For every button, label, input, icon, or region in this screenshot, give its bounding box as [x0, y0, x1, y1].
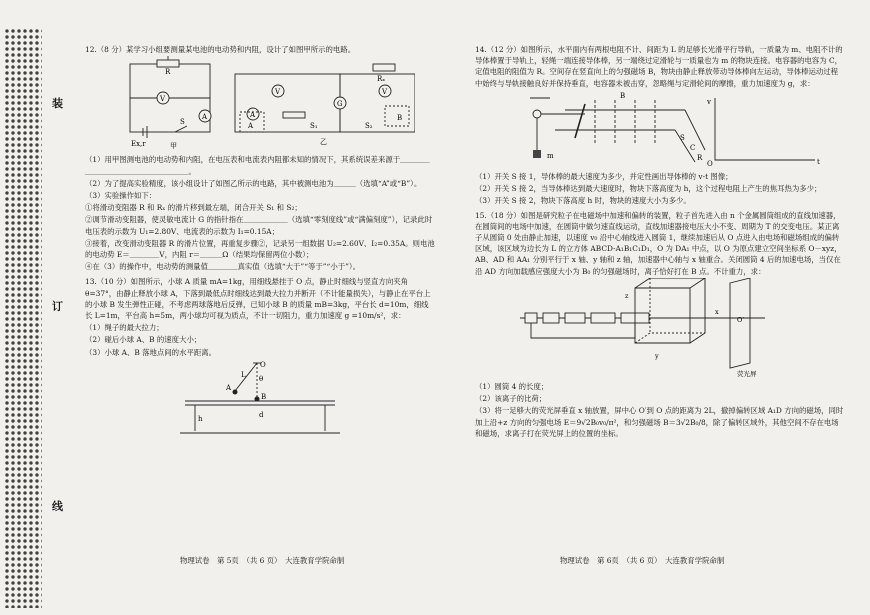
- q14-fig-S: S: [680, 133, 685, 142]
- q12-fig-S: S: [180, 118, 185, 127]
- q13-part1: （1）绳子的最大拉力；: [85, 323, 164, 333]
- q12-fig-V2: V: [275, 88, 281, 97]
- q12-fig-yi: 乙: [320, 138, 327, 147]
- q14-rail-figure: [475, 90, 835, 168]
- q14-stem: 14.（12 分）如图所示，水平面内有两根电阻不计、间距为 L 的足够长光滑平行导轨，一质量为 m、电阻不计的导体棒置于导轨上，轻绳一端连接导体棒，另一端绕过定滑轮与一质量也为 m 的物块连接。电容器的电容为 C，定值电阻的阻值为 R。空间存在竖直向上的匀强磁场 B，物块由静止释放带动导体棒向左运动，导体棒运动过程中始终与导轨接触良好并保持垂直，电容器未被击穿，忽略绳与定滑轮间的摩擦，重力加速度为 g，求：: [475, 45, 843, 88]
- q14-fig-t: t: [817, 157, 820, 166]
- binding-pattern: [4, 28, 42, 608]
- q12-fig-G: G: [337, 100, 343, 109]
- q14-part3: （3）开关 S 接 2，物块下落高度 h 时，物块的速度大小为多少。: [475, 196, 691, 206]
- q12-fig-jia: 甲: [170, 142, 177, 151]
- binding-label-bottom: 线: [52, 500, 63, 513]
- q13-fig-d: d: [259, 410, 264, 419]
- q13-fig-theta: θ: [259, 374, 264, 383]
- q12-step4: ④在（3）的操作中，电动势的测量值＿＿＿＿真实值（选填“大于”“等于”“小于”）。: [85, 262, 360, 272]
- binding-label-top: 装: [52, 97, 63, 110]
- q15-stem: 15.（18 分）如图是研究粒子在电磁场中加速和偏转的装置，粒子首先进入由 n 个金属圆筒组成的直线加速器，在圆筒间的电场中加速，在圆筒中做匀速直线运动，直线加速器接电压大小不变、周期为 T 的交变电压。某正离子从圆筒 0 处由静止加速，以速度 v₀ 沿中心轴线进入圆筒 1，继续加速后从 O 点进入由电场和磁场组成的偏转区域，该区域为边长为 L 的立方体 ABCD-A₁B₁C₁D₁，O 为 DA₁ 中点，以 O 为原点建立空间坐标系 O－xyz，AB、AD 和 AA₁ 分别平行于 x 轴、y 轴和 z 轴，加速器中心轴与 x 轴重合。关闭圆筒 4 后的加速电场，当仅在沿 AD 方向加载感应强度大小为 B₀ 的匀强磁场时，离子恰好打在 B 点。不计重力，求：: [475, 210, 842, 276]
- q12-fig-boxB: B: [397, 114, 403, 123]
- q12-fig-Ex: Ex,r: [131, 140, 146, 149]
- q14-fig-m: m: [547, 151, 554, 160]
- footer-page6: 物理试卷 第 6页 （共 6 页） 大连教育学院命制: [560, 556, 725, 565]
- q12-circuit-figure: [85, 56, 415, 151]
- q14-fig-R: R: [697, 153, 703, 162]
- q14-fig-v: v: [707, 97, 711, 106]
- q13-part3: （3）小球 A、B 落地点间的水平距离。: [85, 347, 217, 357]
- q14-part1: （1）开关 S 接 1，导体棒的最大速度为多少，并定性画出导体棒的 v-t 图像；: [475, 172, 733, 182]
- q12-part1: （1）用甲图测电池的电动势和内阻，在电压表和电流表内阻都未知的情况下，其系统误差来源于＿＿＿＿＿＿＿＿＿＿＿＿＿＿＿＿＿＿。: [85, 155, 430, 176]
- q15-part2: （2）该离子的比荷；: [475, 394, 547, 404]
- q13-fig-h: h: [198, 414, 203, 423]
- q15-part1: （1）圆筒 4 的长度；: [475, 382, 549, 392]
- q12-fig-V3: V: [382, 88, 388, 97]
- q14-part2: （2）开关 S 接 2，当导体棒达到最大速度时，物块下落高度为 h，这个过程电阻上产生的焦耳热为多少；: [475, 184, 822, 194]
- q13-fig-O: O: [260, 360, 266, 369]
- q12-step3: ③接着，改变滑动变阻器 R 的滑片位置，再重复步骤②，记录另一组数据 U₂=2.60V、I₂=0.35A。则电池的电动势 E＝＿＿＿＿V，内阻 r＝＿＿＿Ω（结果均保留两位小数）；: [85, 238, 435, 260]
- q12-fig-boxA: A: [248, 122, 254, 131]
- q15-accelerator-figure: [475, 278, 835, 378]
- footer-page5: 物理试卷 第 5页 （共 6 页） 大连教育学院命制: [180, 556, 345, 565]
- q12-fig-V: V: [160, 95, 166, 104]
- q12-part2: （2）为了提高实验精度，该小组设计了如图乙所示的电路，其中被测电池为＿＿＿（选填“A”或“B”）。: [85, 178, 422, 188]
- q12-fig-A: A: [202, 113, 208, 122]
- q12-fig-R: R: [165, 68, 171, 77]
- q14-fig-O: O: [707, 159, 713, 168]
- q12-step1: ①将滑动变阻器 R 和 Rₓ 的滑片移到最左端，闭合开关 S₁ 和 S₂；: [85, 203, 302, 213]
- left-column: [85, 44, 435, 442]
- q15-fig-y: y: [655, 351, 659, 360]
- q12-fig-S1: S₁: [310, 122, 318, 131]
- q15-fig-Oprime: O′: [737, 315, 744, 324]
- q13-pendulum-figure: [85, 359, 425, 439]
- q12-step2: ②调节滑动变阻器，使灵敏电流计 G 的指针指在＿＿＿＿＿＿（选填“零刻度线”或“满偏刻度”），记录此时电压表的示数为 U₁=2.80V、电流表的示数为 I₁=0.15A；: [85, 215, 433, 236]
- q14-fig-C: C: [690, 143, 696, 152]
- q14-fig-B: B: [620, 91, 626, 100]
- q12-part3: （3）实验操作如下：: [85, 191, 157, 201]
- right-column: [475, 44, 845, 440]
- q13-fig-L: L: [241, 370, 246, 379]
- q12-fig-Rx: Rₓ: [377, 75, 386, 84]
- q15-fig-screen: 荧光屏: [737, 369, 757, 378]
- q12-fig-A2: A: [250, 111, 256, 120]
- q12-stem: 12.（8 分）某学习小组要测量某电池的电动势和内阻，设计了如图甲所示的电路。: [85, 45, 356, 54]
- binding-label-middle: 订: [52, 300, 63, 313]
- q13-part2: （2）碰后小球 A、B 的速度大小；: [85, 335, 202, 345]
- q13-stem: 13.（10 分）如图所示，小球 A 质量 mA=1kg，用细线悬挂于 O 点，静止时细线与竖直方向夹角 θ=37°，由静止释放小球 A，下落到最低点时细线达到最大拉力并断开（不计能量损失），与静止在平台上的小球 B 发生弹性正碰，不考虑两球落地后反弹，已知小球 B 的质量 mB=3kg，平台长 d=10m，细线长 L=1m，平台高 h=5m，两小球均可视为质点，不计一切阻力，重力加速度 g =10m/s²，求：: [85, 277, 431, 321]
- q15-part3: （3）将一足够大的荧光屏垂直 x 轴放置，屏中心 O′到 O 点的距离为 2L，撤掉偏转区域 A₁D 方向的磁场，同时加上沿+z 方向的匀强电场 E＝9√2B₀v₀/π²，和匀强磁场 B＝3√2B₀/8，除了偏转区域外，其他空间不存在电场和磁场，求离子打在荧光屏上的位置的坐标。: [475, 406, 844, 438]
- q15-fig-z: z: [625, 291, 629, 300]
- q12-fig-S2: S₂: [365, 122, 373, 131]
- q13-fig-A: A: [226, 383, 232, 392]
- q13-fig-B: B: [261, 392, 267, 401]
- q15-fig-x: x: [715, 307, 719, 316]
